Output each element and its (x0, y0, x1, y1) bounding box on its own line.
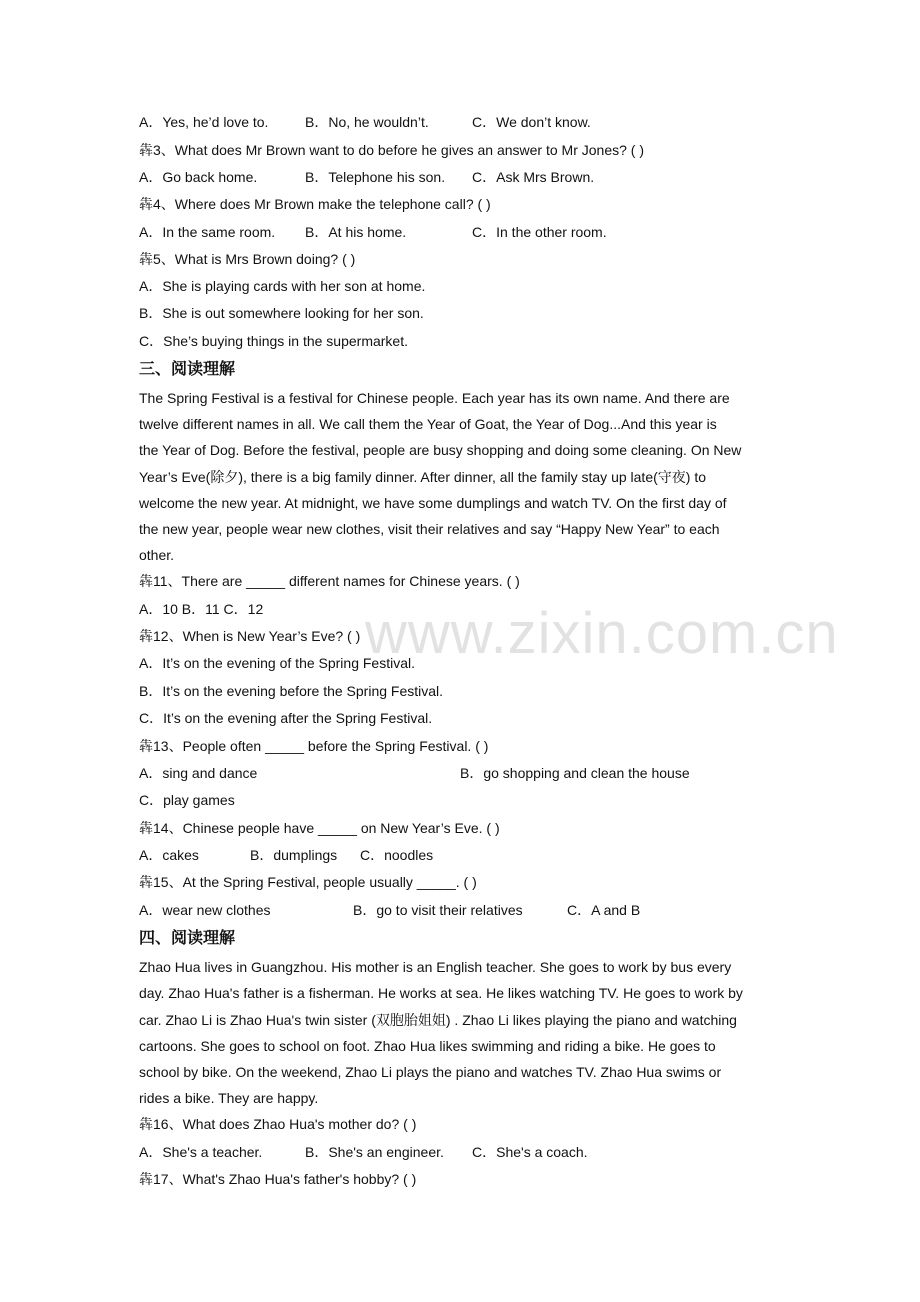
text-line: day. Zhao Hua's father is a fisherman. He works at sea. He likes watching TV. He goes to work by (139, 985, 743, 1001)
text-line: the Year of Dog. Before the festival, people are busy shopping and doing some cleaning. On New (139, 442, 742, 458)
answer-option: B．go shopping and clean the house (460, 765, 690, 781)
text-line: Zhao Hua lives in Guangzhou. His mother is an English teacher. She goes to work by bus every (139, 959, 732, 975)
answer-option: C．She's a coach. (472, 1144, 588, 1160)
watermark: www.zixin.com.cn (365, 601, 839, 666)
text-line: 犇3、What does Mr Brown want to do before he gives an answer to Mr Jones? ( ) (139, 142, 645, 158)
text-line: The Spring Festival is a festival for Chinese people. Each year has its own name. And there are (139, 390, 730, 406)
text-line: cartoons. She goes to school on foot. Zhao Hua likes swimming and riding a bike. He goes to (139, 1038, 716, 1054)
answer-option: A．In the same room. (139, 224, 276, 240)
answer-option: A．Yes, he’d love to. (139, 114, 269, 130)
answer-option: A．sing and dance (139, 765, 258, 781)
text-line: A．It’s on the evening of the Spring Festival. (139, 655, 416, 671)
text-line: B．She is out somewhere looking for her son. (139, 305, 424, 321)
text-line: welcome the new year. At midnight, we have some dumplings and watch TV. On the first day of (139, 495, 727, 511)
text-line: Year’s Eve(除夕), there is a big family dinner. After dinner, all the family stay up late(守夜) to (139, 469, 706, 485)
answer-option: C．A and B (567, 902, 641, 918)
text-line: C．She’s buying things in the supermarket. (139, 333, 408, 349)
answer-option: B．At his home. (305, 224, 407, 240)
text-line: twelve different names in all. We call them the Year of Goat, the Year of Dog...And this year is (139, 416, 717, 432)
text-line: 犇13、People often _____ before the Spring Festival. ( ) (139, 738, 489, 754)
text-line: the new year, people wear new clothes, visit their relatives and say “Happy New Year” to each (139, 521, 720, 537)
answer-option: C．In the other room. (472, 224, 607, 240)
answer-option: C．We don’t know. (472, 114, 591, 130)
text-line: other. (139, 547, 175, 563)
answer-option: B．No, he wouldn’t. (305, 114, 429, 130)
answer-option: C．noodles (360, 847, 434, 863)
text-line: 犇14、Chinese people have _____ on New Year’s Eve. ( ) (139, 820, 500, 836)
text-line: 犇17、What's Zhao Hua's father's hobby? ( ) (139, 1171, 417, 1187)
text-line: 犇11、There are _____ different names for Chinese years. ( ) (139, 573, 520, 589)
text-line: 犇16、What does Zhao Hua's mother do? ( ) (139, 1116, 417, 1132)
text-line: C．It’s on the evening after the Spring Festival. (139, 710, 433, 726)
text-line: C．play games (139, 792, 235, 808)
answer-option: A．Go back home. (139, 169, 258, 185)
answer-option: A．She's a teacher. (139, 1144, 263, 1160)
text-line: car. Zhao Li is Zhao Hua's twin sister (双胞胎姐姐) . Zhao Li likes playing the piano and watching (139, 1012, 737, 1028)
answer-option: B．go to visit their relatives (353, 902, 523, 918)
answer-option: B．She's an engineer. (305, 1144, 444, 1160)
answer-option: A．cakes (139, 847, 199, 863)
answer-option: C．Ask Mrs Brown. (472, 169, 595, 185)
text-line: school by bike. On the weekend, Zhao Li plays the piano and watches TV. Zhao Hua swims or (139, 1064, 722, 1080)
section-heading: 三、阅读理解 (139, 359, 236, 378)
text-line: 犇12、When is New Year’s Eve? ( ) (139, 628, 361, 644)
text-line: A．10 B．11 C．12 (139, 601, 264, 617)
text-line: A．She is playing cards with her son at home. (139, 278, 426, 294)
text-line: B．It’s on the evening before the Spring Festival. (139, 683, 444, 699)
text-line: 犇5、What is Mrs Brown doing? ( ) (139, 251, 356, 267)
text-line: 犇15、At the Spring Festival, people usually _____. ( ) (139, 874, 477, 890)
section-heading: 四、阅读理解 (139, 928, 236, 947)
answer-option: B．dumplings (250, 847, 338, 863)
text-line: 犇4、Where does Mr Brown make the telephone call? ( ) (139, 196, 491, 212)
answer-option: A．wear new clothes (139, 902, 271, 918)
text-line: rides a bike. They are happy. (139, 1090, 319, 1106)
answer-option: B．Telephone his son. (305, 169, 446, 185)
